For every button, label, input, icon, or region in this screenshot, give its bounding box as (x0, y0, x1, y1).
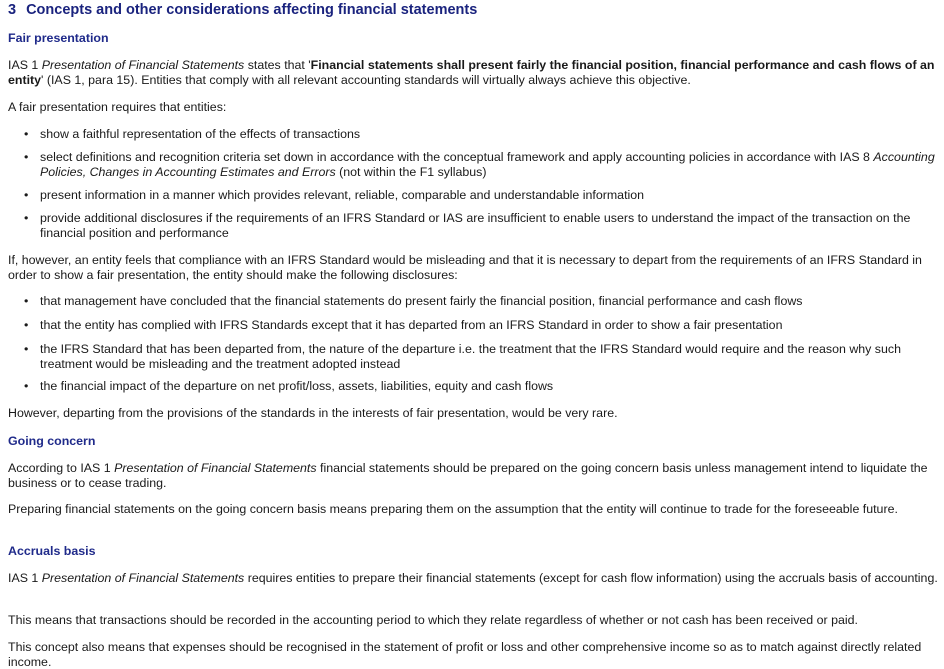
section-heading (8, 1, 938, 19)
going-concern-meaning: Preparing financial statements on the going concern basis means preparing them on the assumption that the entity will continue to trade for the foreseeable future. (8, 502, 898, 516)
departure-rarity-note: However, departing from the provisions of the standards in the interests of fair presentation, would be very rare. (8, 406, 618, 420)
heading-accruals-basis: Accruals basis (8, 544, 96, 558)
list-item: • provide additional disclosures if the requirements of an IFRS Standard or IAS are insufficient to enable users to understand the impact of the transaction on the financial position and performance (24, 211, 911, 240)
section-number: 3 (8, 2, 17, 18)
bullet-icon: • (24, 188, 29, 202)
bullet-icon: • (24, 294, 29, 308)
accruals-definition: IAS 1 Presentation of Financial Statements requires entities to prepare their financial statements (except for cash flow information) using the accruals basis of accounting. (8, 571, 938, 585)
bullet-icon: • (24, 127, 29, 141)
list-item: • that the entity has complied with IFRS Standards except that it has departed from an IFRS Standard in order to show a fair presentation (24, 318, 783, 332)
list-item: • show a faithful representation of the effects of transactions (24, 127, 361, 141)
list-item: • select definitions and recognition criteria set down in accordance with the conceptual framework and apply accounting policies in accordance with IAS 8 Accounting Policies, Changes in Accounting Estimates and Errors (not within the F1 syllabus) (24, 150, 935, 179)
heading-fair-presentation: Fair presentation (8, 31, 109, 45)
list-item: • the IFRS Standard that has been departed from, the nature of the departure i.e. the treatment that the IFRS Standard would require and the reason why such treatment would be misleading and the treatment adopted instead (24, 342, 901, 371)
section-title: Concepts and other considerations affecting financial statements (26, 2, 478, 18)
fair-presentation-intro: IAS 1 Presentation of Financial Statements states that 'Financial statements shall present fairly the financial position, financial performance and cash flows of an entity' (IAS 1, para 15). Entities that comply with all relevant accounting standards will virtually always achieve this objective. (8, 58, 935, 87)
accruals-matching: This concept also means that expenses should be recognised in the statement of profit or loss and other comprehensive income so as to match against directly related income. (8, 640, 922, 669)
list-item: • present information in a manner which provides relevant, reliable, comparable and understandable information (24, 188, 645, 202)
bullet-icon: • (24, 342, 29, 356)
bullet-icon: • (24, 150, 29, 164)
bullet-icon: • (24, 379, 29, 393)
departure-intro: If, however, an entity feels that compliance with an IFRS Standard would be misleading and that it is necessary to depart from the requirements of an IFRS Standard in order to show a fair presentation, the entity should make the following disclosures: (8, 253, 922, 282)
heading-going-concern: Going concern (8, 434, 96, 448)
bullet-icon: • (24, 318, 29, 332)
bullet-icon: • (24, 211, 29, 225)
going-concern-definition: According to IAS 1 Presentation of Financial Statements financial statements should be prepared on the going concern basis unless management intend to liquidate the business or to cease trading. (8, 461, 928, 490)
list-item: • the financial impact of the departure on net profit/loss, assets, liabilities, equity and cash flows (24, 379, 554, 393)
list-item: • that management have concluded that the financial statements do present fairly the financial position, financial performance and cash flows (24, 294, 803, 308)
accruals-meaning: This means that transactions should be recorded in the accounting period to which they relate regardless of whether or not cash has been received or paid. (8, 613, 858, 627)
fair-presentation-requirements-lead: A fair presentation requires that entities: (8, 100, 227, 114)
